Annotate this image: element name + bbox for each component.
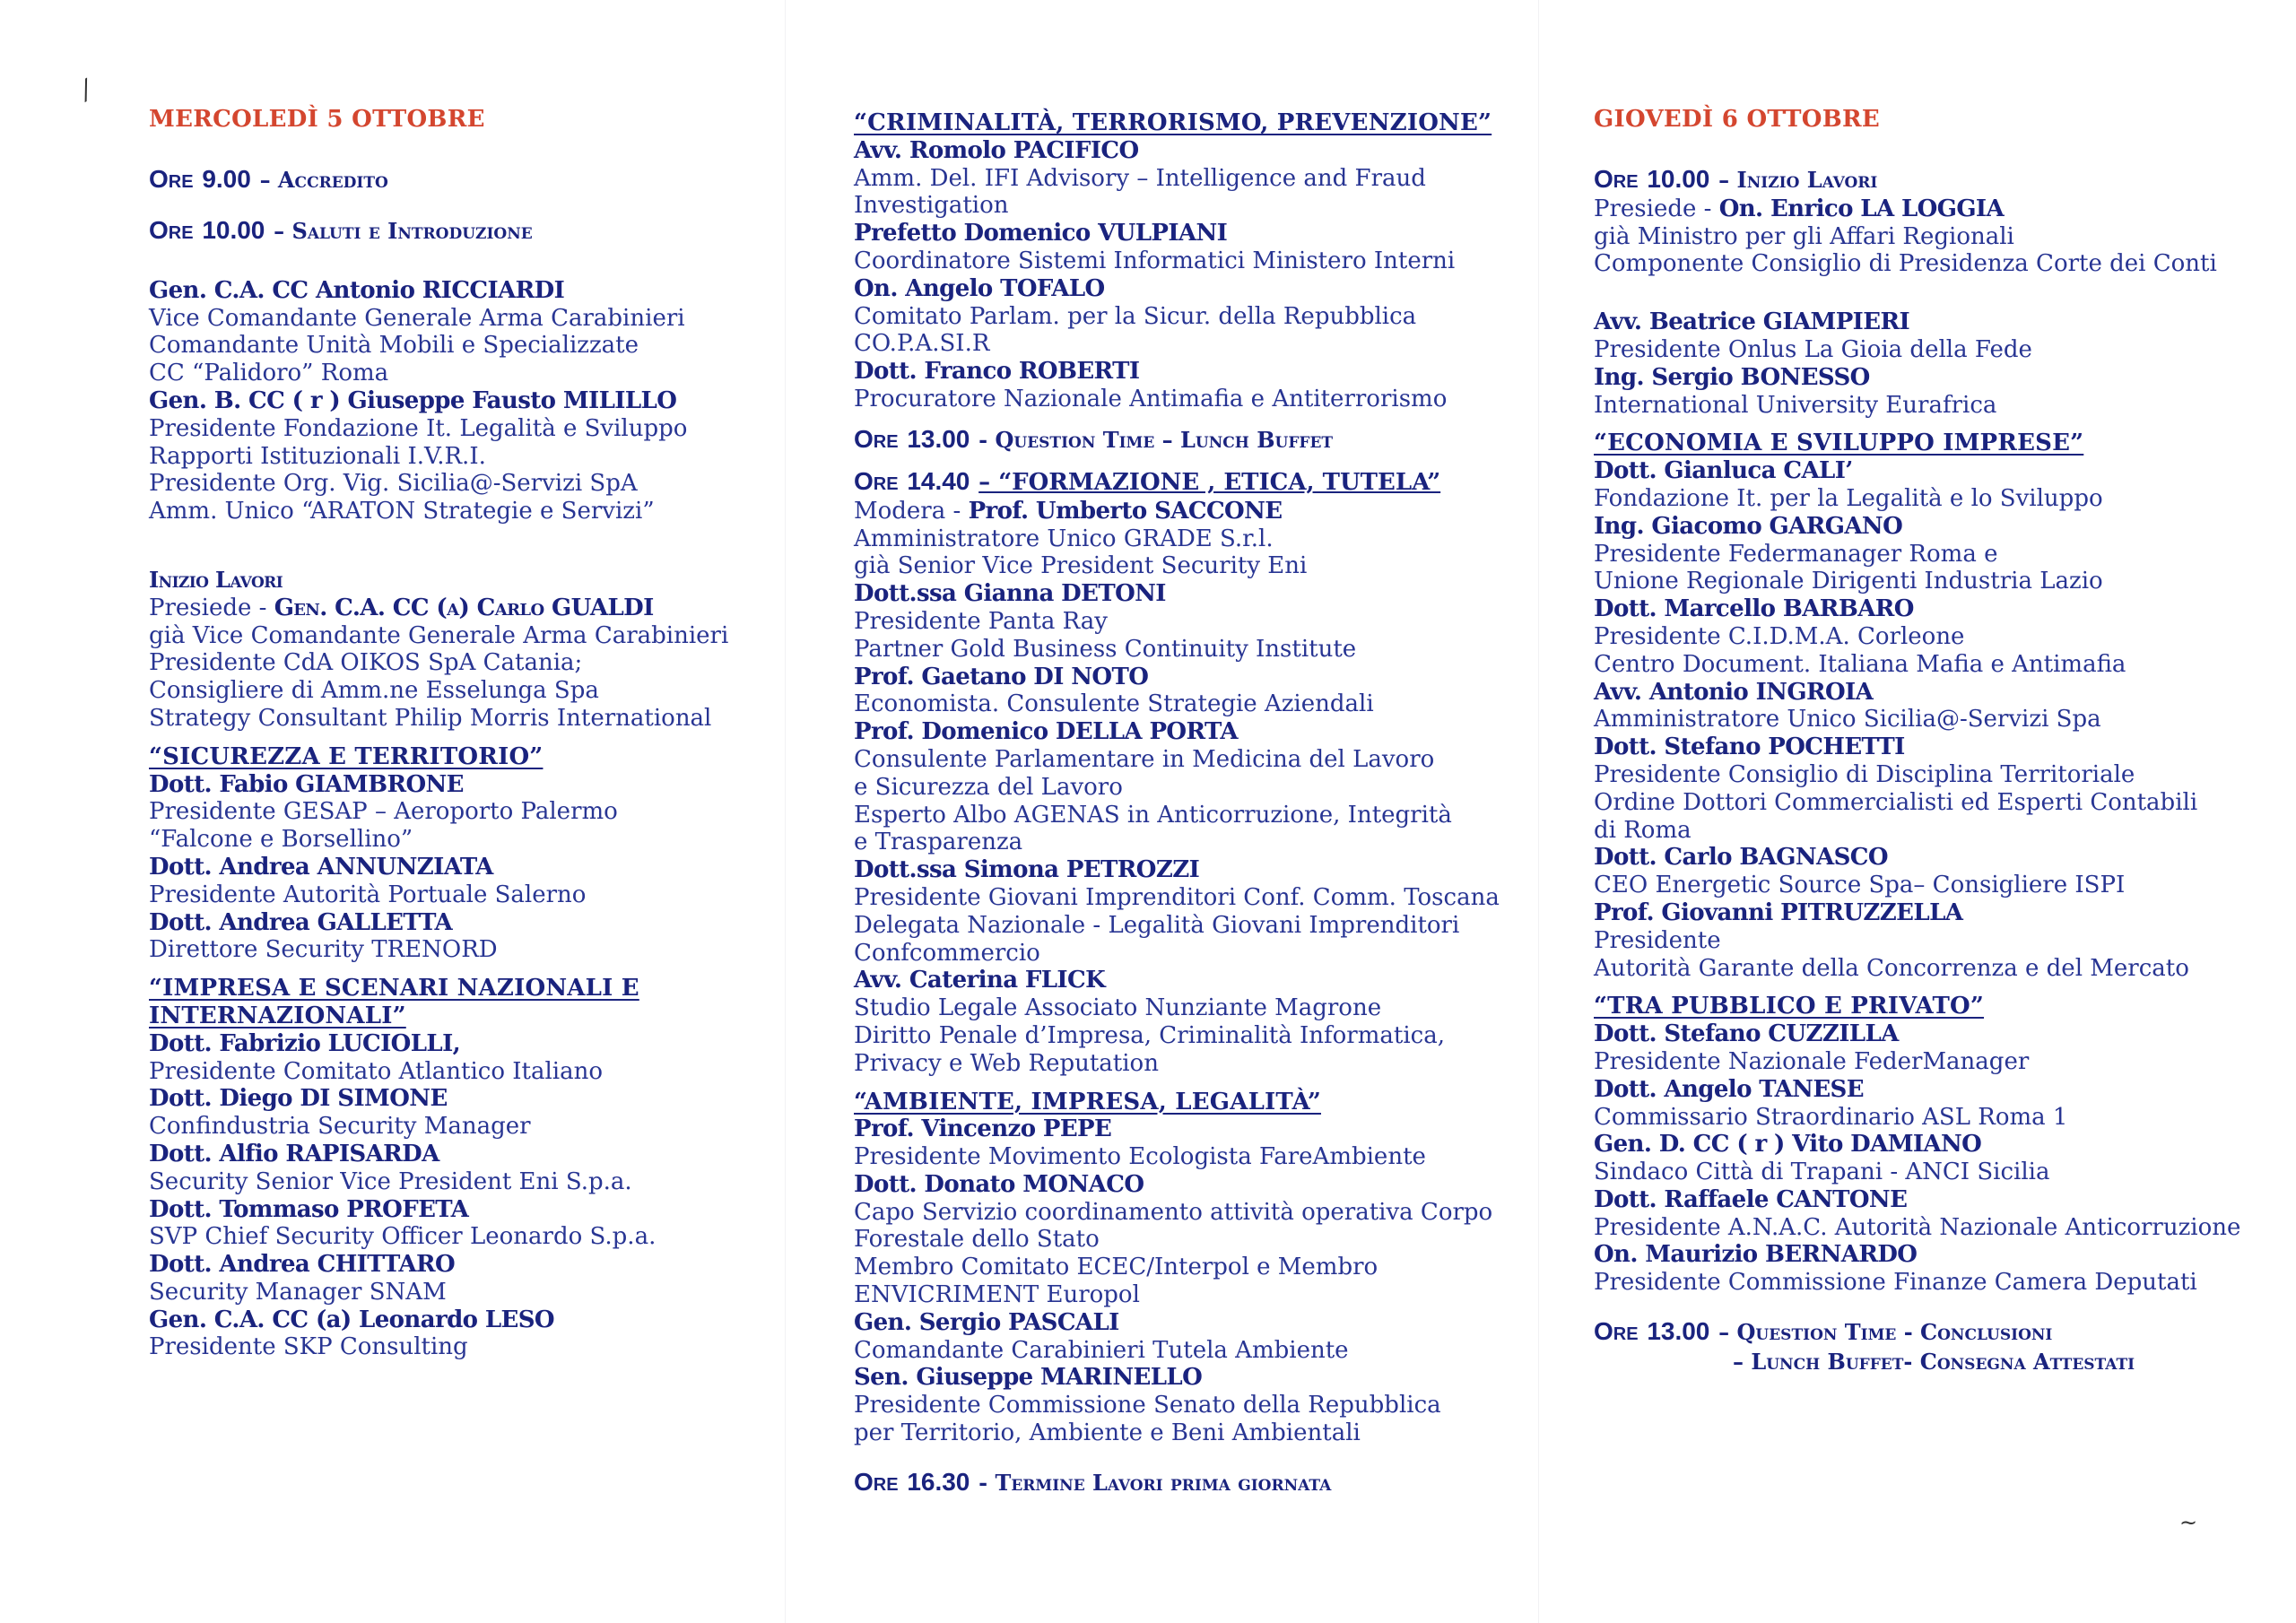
- speaker-name: Gen. C.A. CC Antonio RICCIARDI: [149, 276, 565, 304]
- speaker-name: Ing. Giacomo GARGANO: [1594, 512, 1903, 540]
- speaker: [149, 277, 831, 387]
- speaker-name: Gen. Sergio PASCALI: [854, 1308, 1119, 1336]
- speaker-name: Dott. Fabio GIAMBRONE: [149, 770, 464, 798]
- speaker: [149, 909, 831, 965]
- speaker-role: e Trasparenza: [854, 829, 1023, 856]
- speaker-role: Presidente Nazionale FederManager: [1594, 1047, 2030, 1075]
- speaker-name: Avv. Beatrice GIAMPIERI: [1594, 308, 1910, 336]
- time-slot: Ore 10.00 – Inizio Lavori: [1594, 164, 1878, 193]
- speaker-role: Presidente: [1594, 926, 1721, 954]
- speaker-name: Dott. Gianluca CALI’: [1594, 457, 1853, 485]
- speaker-name: Prof. Vincenzo PEPE: [854, 1115, 1112, 1143]
- speaker-name: Gen. C.A. CC (a) Carlo GUALDI: [274, 594, 654, 621]
- speaker-role: Rapporti Istituzionali I.V.R.I.: [149, 442, 486, 470]
- speaker-role: Vice Comandante Generale Arma Carabinieri: [149, 304, 685, 332]
- speaker-role: già Vice Comandante Generale Arma Carabinieri: [149, 621, 729, 649]
- speaker-role: CO.P.A.SI.R: [854, 330, 990, 358]
- speaker-role: Presidente C.I.D.M.A. Corleone: [1594, 622, 1965, 650]
- speaker-name: Dott. Raffaele CANTONE: [1594, 1185, 1908, 1213]
- speaker-role: Presidente GESAP – Aeroporto Palermo: [149, 798, 618, 826]
- speaker: [1594, 844, 2275, 899]
- speaker-role: Amm. Unico “ARATON Strategie e Servizi”: [149, 498, 655, 525]
- speaker-name: Dott.ssa Gianna DETONI: [854, 580, 1166, 608]
- speaker-role: International University Eurafrica: [1594, 391, 1997, 419]
- speaker-role: di Roma: [1594, 816, 1692, 844]
- speaker-role: Sindaco Città di Trapani - ANCI Sicilia: [1594, 1159, 2050, 1186]
- speaker-role: Amm. Del. IFI Advisory – Intelligence and Fraud: [854, 164, 1426, 192]
- speaker-name: Dott. Alfio RAPISARDA: [149, 1140, 439, 1167]
- speaker-name: Dott. Andrea GALLETTA: [149, 908, 453, 936]
- speaker-role: Presidente Commissione Senato della Repubblica: [854, 1392, 1441, 1419]
- speaker-name: Avv. Romolo PACIFICO: [854, 136, 1139, 164]
- speaker-name: Dott. Carlo BAGNASCO: [1594, 844, 1888, 872]
- time-slot: Ore 9.00 – Accredito: [149, 164, 388, 193]
- speaker-role: Presidente A.N.A.C. Autorità Nazionale Anticorruzione: [1594, 1213, 2241, 1241]
- time-slot-continued: – Lunch Buffet- Consegna Attestati: [1733, 1349, 2135, 1376]
- column-wednesday-continued: [854, 106, 1535, 1498]
- speaker: [854, 856, 1535, 967]
- time-slot: Ore 13.00 - Question Time – Lunch Buffet: [854, 424, 1334, 453]
- speaker: [1594, 1131, 2275, 1186]
- day-title: GIOVEDÌ 6 OTTOBRE: [1594, 106, 1881, 133]
- day-title: MERCOLEDÌ 5 OTTOBRE: [149, 106, 485, 133]
- speaker-role: Presidente Autorità Portuale Salerno: [149, 881, 587, 908]
- speaker-role: Presidente Federmanager Roma e: [1594, 540, 1998, 568]
- speaker: [149, 1141, 831, 1196]
- speaker-name: Prof. Domenico DELLA PORTA: [854, 718, 1238, 746]
- speaker-name: Dott. Marcello BARBARO: [1594, 595, 1914, 623]
- speaker-name: On. Angelo TOFALO: [854, 274, 1105, 302]
- speaker-role: Comandante Unità Mobili e Specializzate: [149, 332, 639, 360]
- speaker-role: CC “Palidoro” Roma: [149, 360, 389, 387]
- speaker-name: Gen. C.A. CC (a) Leonardo LESO: [149, 1306, 554, 1333]
- speaker: [1594, 364, 2275, 420]
- section-title: “CRIMINALITÀ, TERRORISMO, PREVENZIONE”: [854, 109, 1492, 136]
- speaker-role: già Senior Vice President Security Eni: [854, 552, 1308, 580]
- speaker-role: Direttore Security TRENORD: [149, 936, 498, 964]
- speaker-name: Dott. Stefano POCHETTI: [1594, 733, 1905, 761]
- speaker: [1594, 1186, 2275, 1242]
- speaker: [854, 580, 1535, 663]
- speaker: [854, 220, 1535, 275]
- time-slot: Ore 14.40 – “FORMAZIONE , ETICA, TUTELA”: [854, 466, 1441, 496]
- speaker-role: Amministratore Unico GRADE S.r.l.: [854, 525, 1274, 552]
- section-title: “ECONOMIA E SVILUPPO IMPRESE”: [1594, 430, 2084, 457]
- speaker-name: Dott. Diego DI SIMONE: [149, 1085, 448, 1113]
- speaker-role: Studio Legale Associato Nunziante Magrone: [854, 994, 1382, 1022]
- speaker-name: On. Maurizio BERNARDO: [1594, 1241, 1918, 1269]
- section-title: “TRA PUBBLICO E PRIVATO”: [1594, 993, 1984, 1020]
- speaker-role: SVP Chief Security Officer Leonardo S.p.a.: [149, 1223, 657, 1251]
- speaker: [1594, 1241, 2275, 1297]
- speaker: [1594, 1076, 2275, 1132]
- speaker-name: Dott. Donato MONACO: [854, 1170, 1144, 1198]
- speaker-name: On. Enrico LA LOGGIA: [1718, 195, 2005, 222]
- speaker: [149, 854, 831, 909]
- speaker: [854, 1309, 1535, 1365]
- speaker-role: Presidente Onlus La Gioia della Fede: [1594, 335, 2032, 363]
- speaker: [1594, 733, 2275, 844]
- speaker-role: Presidente Panta Ray: [854, 607, 1108, 635]
- speaker: [854, 718, 1535, 856]
- speaker-role: Fondazione It. per la Legalità e lo Sviluppo: [1594, 484, 2103, 512]
- speaker-role: Presidente Giovani Imprenditori Conf. Comm. Toscana: [854, 883, 1500, 911]
- speaker-role: Presidente Consiglio di Disciplina Territoriale: [1594, 760, 2135, 788]
- time-slot: Ore 13.00 – Question Time - Conclusioni: [1594, 1317, 2053, 1346]
- speaker-role: Diritto Penale d’Impresa, Criminalità Informatica,: [854, 1021, 1445, 1049]
- speaker-role: Delegata Nazionale - Legalità Giovani Imprenditori: [854, 911, 1460, 939]
- speaker-name: Dott. Tommaso PROFETA: [149, 1195, 469, 1223]
- speaker-role: Presidente CdA OIKOS SpA Catania;: [149, 649, 583, 677]
- speaker: [149, 1251, 831, 1306]
- speaker-name: Ing. Sergio BONESSO: [1594, 363, 1870, 391]
- speaker-name: Gen. B. CC ( r ) Giuseppe Fausto MILILLO: [149, 386, 677, 414]
- speaker-name: Dott.ssa Simona PETROZZI: [854, 856, 1200, 884]
- speaker-role: Capo Servizio coordinamento attività operativa Corpo: [854, 1198, 1493, 1226]
- speaker-name: Dott. Stefano CUZZILLA: [1594, 1020, 1899, 1048]
- speaker: Presiede - Gen. C.A. CC (a) Carlo GUALDI già Vice Comandante Generale Arma Carabinieri Presidente CdA OIKOS SpA Catania; Consigliere di Amm.ne Esselunga Spa Strategy Consultant Philip Morris International: [149, 595, 831, 733]
- speaker-name: Dott. Andrea CHITTARO: [149, 1251, 456, 1279]
- speaker-role: Economista. Consulente Strategie Aziendali: [854, 690, 1374, 718]
- scan-mark-icon: ~: [2179, 1510, 2198, 1535]
- speaker-role: e Sicurezza del Lavoro: [854, 773, 1123, 801]
- speaker: [149, 387, 831, 525]
- speaker: [149, 1030, 831, 1086]
- speaker-role: Presidente SKP Consulting: [149, 1333, 468, 1361]
- speaker-role: Consulente Parlamentare in Medicina del Lavoro: [854, 745, 1435, 773]
- speaker-role: Forestale dello Stato: [854, 1226, 1100, 1254]
- speaker-name: Dott. Angelo TANESE: [1594, 1075, 1864, 1103]
- speaker: [1594, 679, 2275, 734]
- section-label: Inizio Lavori: [149, 566, 283, 593]
- speaker-name: Prof. Umberto SACCONE: [968, 497, 1283, 525]
- speaker-role: Presidente Comitato Atlantico Italiano: [149, 1057, 603, 1085]
- speaker-role: Coordinatore Sistemi Informatici Ministero Interni: [854, 247, 1456, 274]
- speaker-name: Prof. Giovanni PITRUZZELLA: [1594, 898, 1963, 926]
- speaker: [149, 1306, 831, 1362]
- speaker-name: Prefetto Domenico VULPIANI: [854, 220, 1228, 247]
- fold-line-right: [1538, 0, 1539, 1623]
- time-slot: Ore 10.00 – Saluti e Introduzione: [149, 215, 533, 244]
- speaker: [1594, 899, 2275, 982]
- speaker-role: Privacy e Web Reputation: [854, 1049, 1159, 1077]
- speaker-role: Centro Document. Italiana Mafia e Antimafia: [1594, 650, 2126, 678]
- speaker-role: Membro Comitato ECEC/Interpol e Membro: [854, 1254, 1378, 1281]
- speaker-role: “Falcone e Borsellino”: [149, 826, 413, 854]
- speaker: [854, 1115, 1535, 1171]
- speaker: [854, 664, 1535, 719]
- speaker-name: Avv. Caterina FLICK: [854, 967, 1106, 994]
- speaker-role: Consigliere di Amm.ne Esselunga Spa: [149, 677, 599, 705]
- speaker-role: Comitato Parlam. per la Sicur. della Repubblica: [854, 302, 1417, 330]
- speaker-role: Presidente Commissione Finanze Camera Deputati: [1594, 1269, 2197, 1297]
- speaker-role: Confindustria Security Manager: [149, 1113, 531, 1141]
- speaker: [149, 1085, 831, 1141]
- speaker-role: per Territorio, Ambiente e Beni Ambientali: [854, 1419, 1361, 1447]
- speaker-role: Security Manager SNAM: [149, 1278, 447, 1306]
- speaker-name: Dott. Franco ROBERTI: [854, 358, 1140, 386]
- speaker-role: Security Senior Vice President Eni S.p.a.: [149, 1167, 632, 1195]
- speaker-role: Partner Gold Business Continuity Institute: [854, 635, 1357, 663]
- section-title: “IMPRESA E SCENARI NAZIONALI E: [149, 975, 639, 1002]
- column-thursday: [1594, 106, 2275, 1376]
- scan-mark-icon: ⁄: [76, 76, 97, 106]
- section-title: “SICUREZZA E TERRITORIO”: [149, 742, 544, 770]
- speaker-role: Comandante Carabinieri Tutela Ambiente: [854, 1336, 1349, 1364]
- speaker-role: Ordine Dottori Commercialisti ed Esperti Contabili: [1594, 788, 2198, 816]
- speaker: [854, 1364, 1535, 1446]
- speaker-role: Presidente Movimento Ecologista FareAmbiente: [854, 1143, 1426, 1171]
- speaker-name: Avv. Antonio INGROIA: [1594, 678, 1874, 706]
- section-title: “AMBIENTE, IMPRESA, LEGALITÀ”: [854, 1088, 1321, 1115]
- speaker: [149, 1196, 831, 1252]
- speaker: [149, 771, 831, 854]
- section-title: INTERNAZIONALI”: [149, 1002, 406, 1029]
- speaker-name: Dott. Andrea ANNUNZIATA: [149, 853, 493, 881]
- speaker: [854, 137, 1535, 220]
- speaker-role: Presidente Org. Vig. Sicilia@-Servizi SpA: [149, 470, 638, 498]
- speaker-role: Unione Regionale Dirigenti Industria Lazio: [1594, 568, 2103, 595]
- speaker: [854, 967, 1535, 1077]
- speaker-name: Dott. Fabrizio LUCIOLLI,: [149, 1029, 461, 1057]
- speaker-role: ENVICRIMENT Europol: [854, 1281, 1140, 1309]
- speaker: [854, 1171, 1535, 1309]
- speaker-name: Prof. Gaetano DI NOTO: [854, 663, 1149, 690]
- speaker-role: Amministratore Unico Sicilia@-Servizi Spa: [1594, 706, 2101, 733]
- speaker-role: Strategy Consultant Philip Morris International: [149, 704, 712, 732]
- speaker-name: Sen. Giuseppe MARINELLO: [854, 1364, 1203, 1392]
- speaker: [1594, 595, 2275, 678]
- speaker: Modera - Prof. Umberto SACCONE Amministratore Unico GRADE S.r.l. già Senior Vice President Security Eni: [854, 498, 1535, 580]
- speaker: [854, 358, 1535, 413]
- speaker-role: Componente Consiglio di Presidenza Corte dei Conti: [1594, 250, 2217, 278]
- speaker: [1594, 308, 2275, 364]
- speaker-role: Commissario Straordinario ASL Roma 1: [1594, 1103, 2068, 1131]
- speaker-name: Gen. D. CC ( r ) Vito DAMIANO: [1594, 1131, 1982, 1159]
- speaker: [1594, 513, 2275, 595]
- speaker-role: Confcommercio: [854, 939, 1040, 967]
- speaker-role: Investigation: [854, 192, 1009, 220]
- column-wednesday: [149, 106, 831, 1361]
- speaker: Presiede - On. Enrico LA LOGGIA già Ministro per gli Affari Regionali Componente Consiglio di Presidenza Corte dei Conti: [1594, 195, 2275, 278]
- speaker-role: Esperto Albo AGENAS in Anticorruzione, Integrità: [854, 801, 1452, 829]
- speaker: [1594, 457, 2275, 513]
- speaker-role: già Ministro per gli Affari Regionali: [1594, 222, 2014, 250]
- speaker-role: Autorità Garante della Concorrenza e del Mercato: [1594, 954, 2189, 982]
- speaker-role: Procuratore Nazionale Antimafia e Antiterrorismo: [854, 385, 1448, 412]
- speaker-role: CEO Energetic Source Spa– Consigliere ISPI: [1594, 872, 2126, 899]
- speaker: [1594, 1020, 2275, 1076]
- time-slot: Ore 16.30 - Termine Lavori prima giornata: [854, 1467, 1332, 1496]
- speaker: [854, 275, 1535, 358]
- speaker-role: Presidente Fondazione It. Legalità e Sviluppo: [149, 414, 688, 442]
